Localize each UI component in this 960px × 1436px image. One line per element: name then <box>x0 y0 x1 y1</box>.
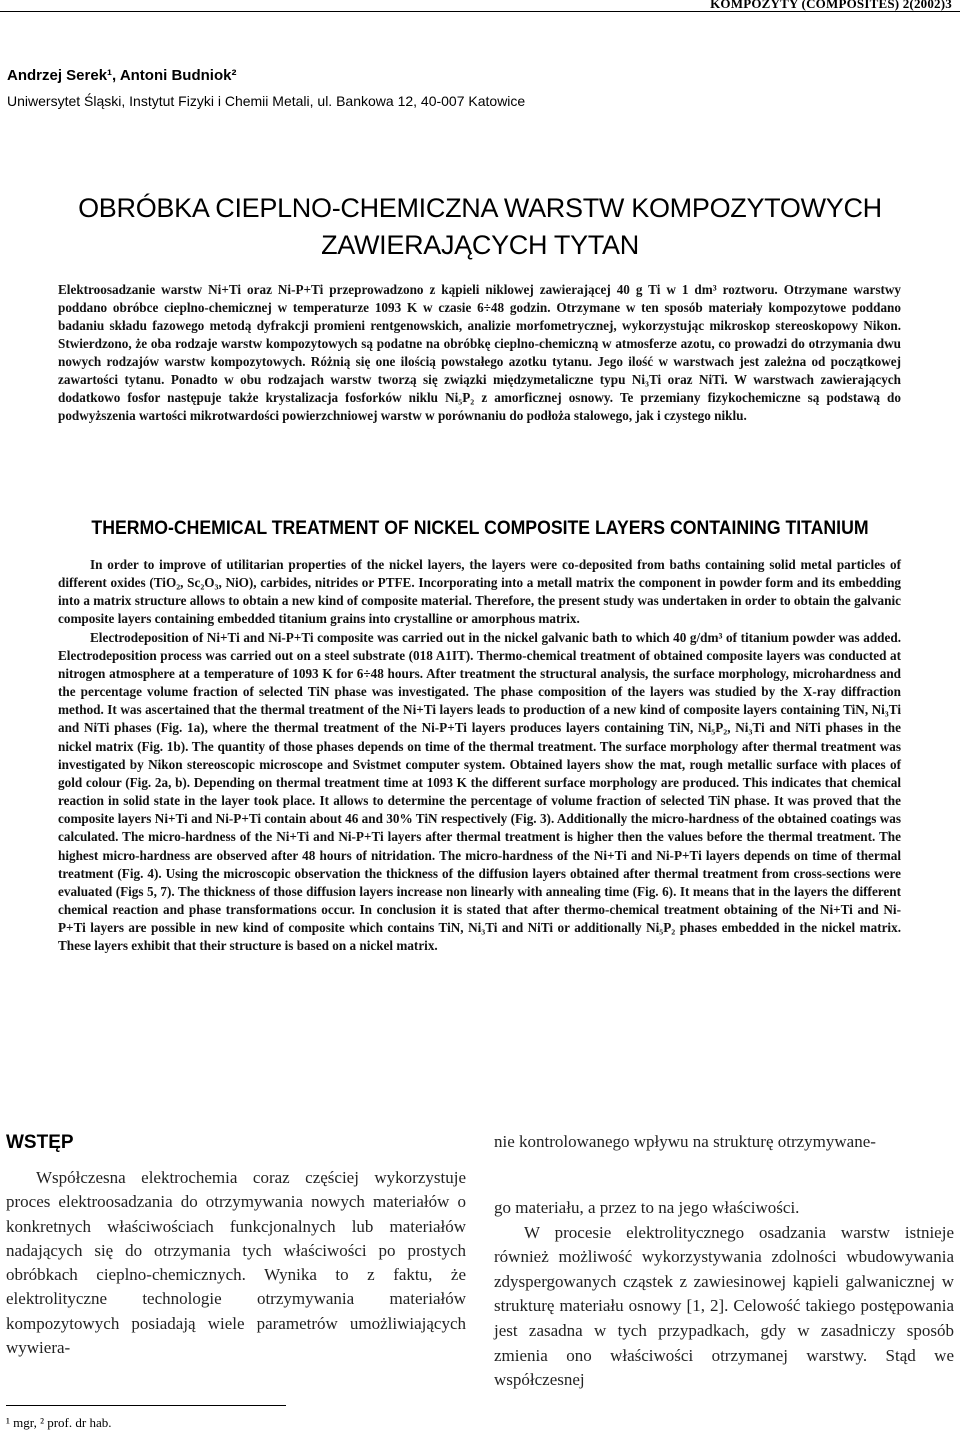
abstract-english-p2: Electrodeposition of Ni+Ti and Ni-P+Ti composite was carried out in the nickel galvanic bath to which 40 g/dm³ of titanium powder was added. Electrodeposition process was carried out on a steel substrate (018 A1IT). Thermo-chemical treatment of obtained composite layers was conducted at nitrogen atmosphere at a temperature of 1093 K for 6÷48 hours. After treatment the structural analysis, the surface morphology, microhardness and the percentage volume fraction of selected TiN phase was investigated. The phase composition of the layers was studied by the X-ray diffraction method. It was ascertained that the thermal treatment of the Ni+Ti layers leads to production of a new kind of composite layers containing TiN, Ni₃Ti and NiTi phases (Fig. 1a), where the thermal treatment of the Ni-P+Ti layers produces layers containing TiN, Ni₅P₂, Ni₃Ti and NiTi phases in the nickel matrix (Fig. 1b). The quantity of those phases depends on time of the thermal treatment. The surface morphology after thermal treatment was investigated by Nikon stereoscopic microscope and Svistmet computer system. Obtained layers show the mat, rough metallic surface with places of gold colour (Fig. 2a, b). Depending on thermal treatment time at 1093 K the different surface morphology are produced. This indicates that chemical reaction in solid state in the layer took place. It allows to determine the percentage of volume fraction of selected TiN phase. It was proved that the composite layers Ni+Ti and Ni-P+Ti contain about 46 and 30% TiN respectively (Fig. 3). Additionally the micro-hardness of the obtained coatings was calculated. The micro-hardness of the Ni+Ti and Ni-P+Ti layers after thermal treatment is higher then the values before the thermal treatment. The highest micro-hardness are observed after 48 hours of nitridation. The micro-hardness of the Ni+Ti and Ni-P+Ti layers depends on time of thermal treatment (Fig. 4). Using the microscopic observation the thickness of the diffusion layers obtained after thermal treatment from cross-sections were evaluated (Figs 5, 7). The thickness of those diffusion layers increase non linearly with annealing time (Fig. 6). It means that in the layers the different chemical reaction and phase transformations occur. In conclusion it is stated that after thermo-chemical treatment obtaining of the Ni+Ti and Ni-P+Ti layers are possible in new kind of composite which contains TiN, Ni₃Ti and NiTi or additionally Ni₅P₂ phases embedded in the nickel matrix. These layers exhibit that their structure is based on a nickel matrix. <box>58 629 901 954</box>
title-polish-line2: ZAWIERAJĄCYCH TYTAN <box>321 230 639 260</box>
abstract-english-p1: In order to improve of utilitarian properties of the nickel layers, the layers were co-deposited from baths containing solid metal particles of different oxides (TiO₂, Sc₂O₃, NiO), carbides, nitrides or PTFE. Incorporating into a metall matrix the component in powder form and its embedding into a matrix structure allows to obtain a new kind of composite material. Therefore, the present study was undertaken in order to obtain the galvanic composite layers containing embedded titanium grains into crystalline or amorphous matrix. <box>58 557 901 627</box>
title-polish <box>0 190 960 264</box>
intro-left-text: Współczesna elektrochemia coraz częściej wykorzystuje proces elektroosadzania do otrzymywania nowych materiałów o konkretnych właściwościach funkcjonalnych lub materiałów nadających się do otrzymania tych właściwości po prostych obróbkach cieplno-chemicznych. Wynika to z faktu, że elektrolityczne technologie otrzymywania materiałów kompozytowych posiadają wiele parametrów umożliwiających wywiera- <box>6 1168 466 1358</box>
intro-right-p1: go materiału, a przez to na jego właściwości. <box>494 1198 800 1217</box>
footnote-rule <box>6 1405 286 1406</box>
intro-right-top: nie kontrolowanego wpływu na strukturę otrzymywane- <box>494 1132 876 1151</box>
title-polish-line1: OBRÓBKA CIEPLNO-CHEMICZNA WARSTW KOMPOZYTOWYCH <box>78 193 882 223</box>
running-header <box>0 0 960 12</box>
journal-title: KOMPOZYTY (COMPOSITES) 2(2002)3 <box>710 0 952 11</box>
intro-right-column <box>494 1196 954 1393</box>
intro-left-column <box>6 1166 466 1360</box>
intro-right-p2: W procesie elektrolitycznego osadzania warstw istnieje również możliwość wykorzystywania zdolności wbudowywania zdyspergowanych cząstek z zawiesinowej kąpieli galwanicznej w strukturę materiału osnowy [1, 2]. Celowość takiego postępowania jest zasadna w tych przypadkach, gdy w zasadniczy sposób zmienia ono właściwości otrzymanej warstwy. Stąd we współczesnej <box>494 1222 954 1390</box>
abstract-english <box>58 556 901 955</box>
authors: Andrzej Serek¹, Antoni Budniok² <box>7 67 237 84</box>
affiliation: Uniwersytet Śląski, Instytut Fizyki i Chemii Metali, ul. Bankowa 12, 40-007 Katowice <box>7 93 526 109</box>
footnote: ¹ mgr, ² prof. dr hab. <box>6 1415 112 1430</box>
section-heading: WSTĘP <box>6 1132 74 1153</box>
abstract-polish <box>58 281 901 425</box>
abstract-polish-text: Elektroosadzanie warstw Ni+Ti oraz Ni-P+Ti przeprowadzono z kąpieli niklowej zawierającej 40 g Ti w 1 dm³ roztworu. Otrzymane warstwy poddano obróbce cieplno-chemicznej w temperaturze 1093 K w czasie 6÷48 godzin. Otrzymane w ten sposób materiały kompozytowe poddano badaniu składu fazowego metodą dyfrakcji promieni rentgenowskich, analizie morfometrycznej, wykorzystując mikroskop stereoskopowy Nikon. Stwierdzono, że oba rodzaje warstw kompozytowych są podatne na obróbkę cieplno-chemiczną w atmosferze azotu, co prowadzi do otrzymania dwu nowych rodzajów warstw kompozytowych. Różnią się one ilością powstałego azotku tytanu. Jego ilość w warstwach jest zależna od początkowej zawartości tytanu. Ponadto w obu rodzajach warstw tworzą się związki międzymetaliczne typu Ni₃Ti oraz NiTi. W warstwach zawierających dodatkowo fosfor następuje także krystalizacja fosforków niklu Ni₅P₂ z amorficznej osnowy. Te przemiany fizykochemiczne są podstawą do podwyższenia wartości mikrotwardości powierzchniowej warstw w porównaniu do podłoża stalowego, jak i czystego niklu. <box>58 282 901 423</box>
title-english: THERMO-CHEMICAL TREATMENT OF NICKEL COMPOSITE LAYERS CONTAINING TITANIUM <box>91 518 869 539</box>
